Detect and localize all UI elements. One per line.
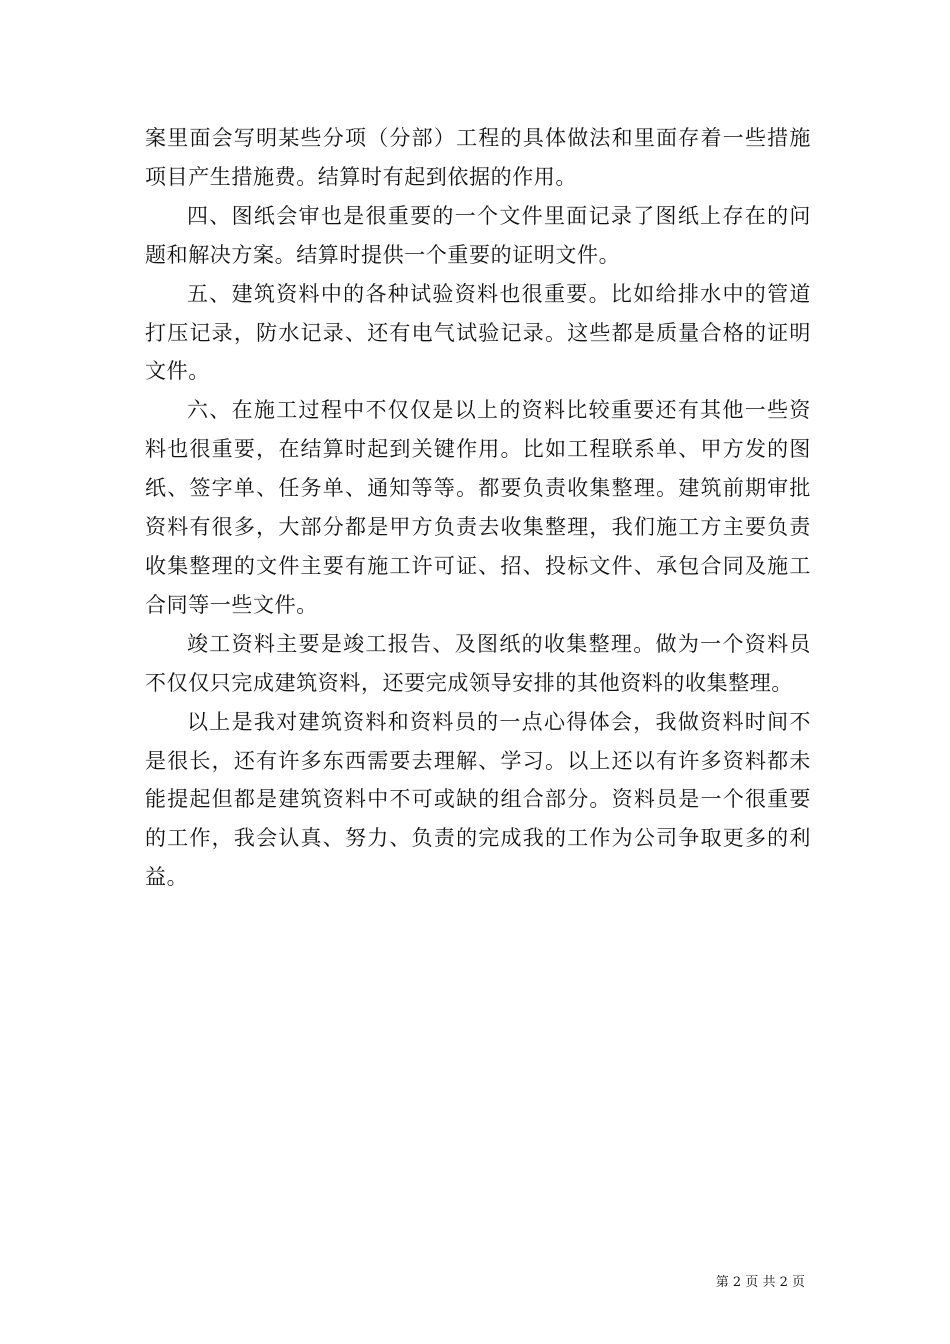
document-body bbox=[145, 119, 811, 897]
paragraph-continuation: 案里面会写明某些分项（分部）工程的具体做法和里面存着一些措施项目产生措施费。结算时有起到依据的作用。 bbox=[145, 126, 811, 189]
paragraph-item-six: 六、在施工过程中不仅仅是以上的资料比较重要还有其他一些资料也很重要，在结算时起到关键作用。比如工程联系单、甲方发的图纸、签字单、任务单、通知等等。都要负责收集整理。建筑前期审批资料有很多，大部分都是甲方负责去收集整理，我们施工方主要负责收集整理的文件主要有施工许可证、招、投标文件、承包合同及施工合同等一些文件。 bbox=[145, 398, 811, 617]
page-number-footer: 第 2 页 共 2 页 bbox=[715, 1275, 805, 1290]
paragraph-item-five: 五、建筑资料中的各种试验资料也很重要。比如给排水中的管道打压记录，防水记录、还有电气试验记录。这些都是质量合格的证明文件。 bbox=[145, 281, 811, 384]
paragraph-item-four: 四、图纸会审也是很重要的一个文件里面记录了图纸上存在的问题和解决方案。结算时提供一个重要的证明文件。 bbox=[145, 203, 811, 267]
paragraph-conclusion: 以上是我对建筑资料和资料员的一点心得体会，我做资料时间不是很长，还有许多东西需要去理解、学习。以上还以有许多资料都未能提起但都是建筑资料中不可或缺的组合部分。资料员是一个很重要的工作，我会认真、努力、负责的完成我的工作为公司争取更多的利益。 bbox=[145, 709, 811, 890]
paragraph-completion-materials: 竣工资料主要是竣工报告、及图纸的收集整理。做为一个资料员不仅仅只完成建筑资料，还要完成领导安排的其他资料的收集整理。 bbox=[145, 631, 811, 695]
